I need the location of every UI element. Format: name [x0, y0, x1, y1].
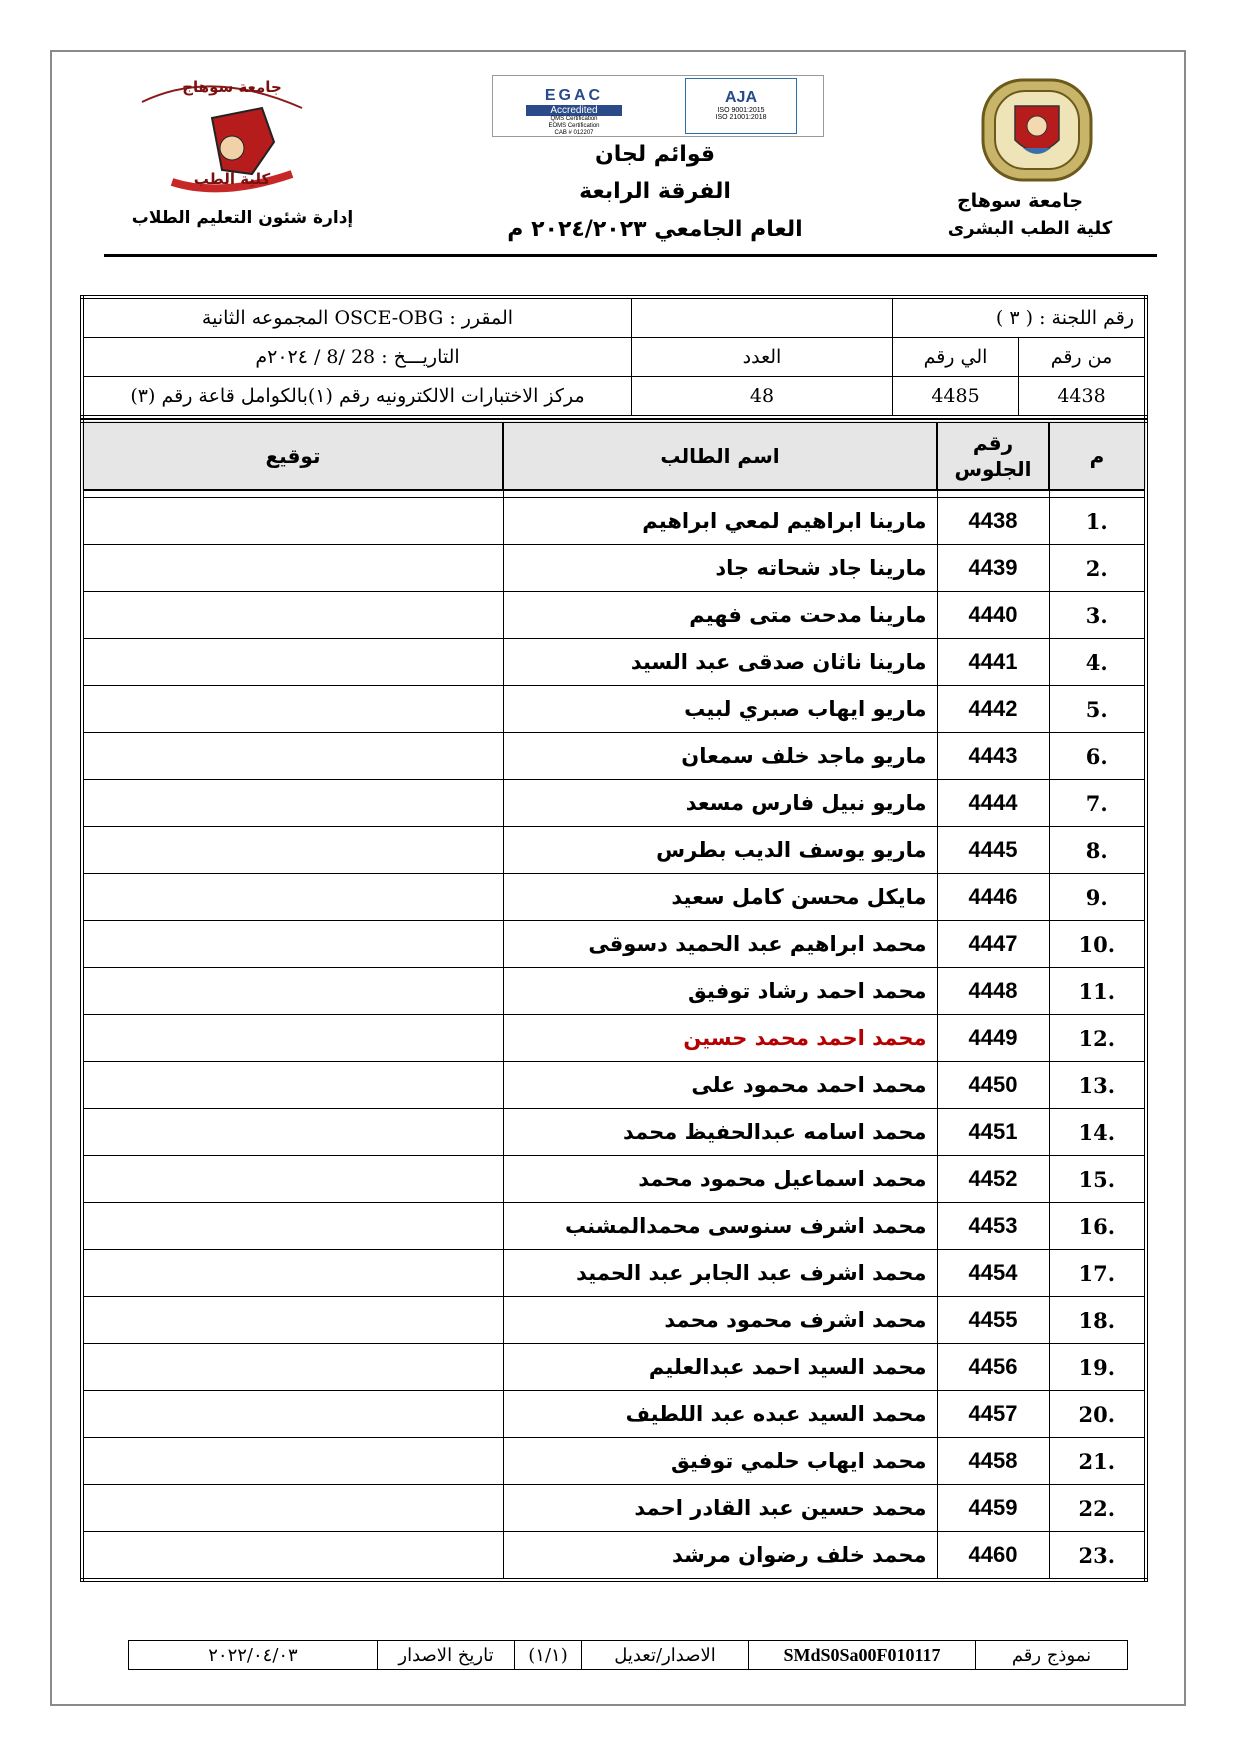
- row-student-name: محمد حسين عبد القادر احمد: [503, 1485, 937, 1532]
- row-student-name: ماريو نبيل فارس مسعد: [503, 780, 937, 827]
- from-label: من رقم: [1019, 338, 1147, 377]
- table-row: [82, 1438, 1146, 1485]
- students-table: [80, 419, 1148, 1582]
- row-seat-number: 4440: [937, 592, 1049, 639]
- row-seat-number: 4460: [937, 1532, 1049, 1581]
- row-index: .7: [1049, 780, 1146, 827]
- table-row: [82, 1297, 1146, 1344]
- table-row: [82, 1109, 1146, 1156]
- egac-line-1: QMS Certification: [550, 116, 598, 122]
- row-seat-number: 4459: [937, 1485, 1049, 1532]
- table-row: [82, 686, 1146, 733]
- row-signature[interactable]: [82, 639, 503, 686]
- row-signature[interactable]: [82, 1156, 503, 1203]
- gap-cell: [937, 490, 1049, 498]
- row-signature[interactable]: [82, 686, 503, 733]
- row-seat-number: 4444: [937, 780, 1049, 827]
- university-seal-logo: [975, 76, 1099, 184]
- col-seat: رقم الجلوس: [937, 421, 1049, 490]
- table-row: [82, 639, 1146, 686]
- row-index: .21: [1049, 1438, 1146, 1485]
- row-index: .8: [1049, 827, 1146, 874]
- table-row: [82, 874, 1146, 921]
- row-signature[interactable]: [82, 1015, 503, 1062]
- row-index: .18: [1049, 1297, 1146, 1344]
- row-seat-number: 4455: [937, 1297, 1049, 1344]
- row-student-name: محمد السيد عبده عبد اللطيف: [503, 1391, 937, 1438]
- row-seat-number: 4449: [937, 1015, 1049, 1062]
- table-row: [82, 1062, 1146, 1109]
- row-index: .10: [1049, 921, 1146, 968]
- row-seat-number: 4457: [937, 1391, 1049, 1438]
- accreditation-logos: [492, 75, 824, 137]
- row-index: .14: [1049, 1109, 1146, 1156]
- to-label: الي رقم: [893, 338, 1019, 377]
- committee-blank: [632, 297, 893, 338]
- right-faculty-name: كلية الطب البشرى: [947, 218, 1113, 239]
- row-index: .9: [1049, 874, 1146, 921]
- course-label: المقرر : OSCE-OBG المجموعه الثانية: [82, 297, 632, 338]
- gap-cell: [1049, 490, 1146, 498]
- version-label: الاصدار/تعديل: [582, 1641, 749, 1670]
- row-student-name: محمد احمد رشاد توفيق: [503, 968, 937, 1015]
- to-value: 4485: [893, 377, 1019, 418]
- table-gap-row: [82, 490, 1146, 498]
- row-index: .17: [1049, 1250, 1146, 1297]
- row-student-name: مارينا جاد شحاته جاد: [503, 545, 937, 592]
- row-student-name: مارينا ناثان صدقى عبد السيد: [503, 639, 937, 686]
- egac-line-2: EOMS Certification: [548, 123, 600, 129]
- row-index: .15: [1049, 1156, 1146, 1203]
- committee-info-table: [80, 295, 1148, 419]
- row-index: .11: [1049, 968, 1146, 1015]
- row-signature[interactable]: [82, 780, 503, 827]
- committee-number: رقم اللجنة : ( ٣ ): [893, 297, 1147, 338]
- row-seat-number: 4443: [937, 733, 1049, 780]
- row-seat-number: 4453: [937, 1203, 1049, 1250]
- row-index: .3: [1049, 592, 1146, 639]
- row-index: .19: [1049, 1344, 1146, 1391]
- row-signature[interactable]: [82, 1062, 503, 1109]
- row-signature[interactable]: [82, 1391, 503, 1438]
- row-seat-number: 4442: [937, 686, 1049, 733]
- table-row: [82, 1344, 1146, 1391]
- table-row: [82, 498, 1146, 545]
- egac-logo: [499, 79, 649, 136]
- issue-date-value: ٢٠٢٢/٠٤/٠٣: [129, 1641, 378, 1670]
- logo-text-bottom: كلية الطب: [193, 170, 271, 188]
- row-student-name: محمد اشرف سنوسى محمدالمشنب: [503, 1203, 937, 1250]
- row-index: .22: [1049, 1485, 1146, 1532]
- row-seat-number: 4456: [937, 1344, 1049, 1391]
- row-seat-number: 4446: [937, 874, 1049, 921]
- row-signature[interactable]: [82, 827, 503, 874]
- row-student-name: محمد السيد احمد عبدالعليم: [503, 1344, 937, 1391]
- col-signature: توقيع: [82, 421, 503, 490]
- location: مركز الاختبارات الالكترونيه رقم (١)بالكوامل قاعة رقم (٣): [82, 377, 632, 418]
- table-row: [82, 733, 1146, 780]
- row-seat-number: 4450: [937, 1062, 1049, 1109]
- row-index: .2: [1049, 545, 1146, 592]
- row-signature[interactable]: [82, 1438, 503, 1485]
- row-student-name: محمد اسماعيل محمود محمد: [503, 1156, 937, 1203]
- egac-line-3: CAB # 012207: [554, 130, 594, 136]
- table-row: [82, 1015, 1146, 1062]
- row-student-name: محمد احمد محمود على: [503, 1062, 937, 1109]
- form-label: نموذج رقم: [976, 1641, 1128, 1670]
- row-signature[interactable]: [82, 1250, 503, 1297]
- row-signature[interactable]: [82, 921, 503, 968]
- row-student-name: ماريو يوسف الديب بطرس: [503, 827, 937, 874]
- form-code: SMdS0Sa00F010117: [749, 1641, 976, 1670]
- issue-date-label: تاريخ الاصدار: [378, 1641, 515, 1670]
- table-row: [82, 1203, 1146, 1250]
- table-row: [82, 921, 1146, 968]
- table-row: [82, 592, 1146, 639]
- count-label: العدد: [632, 338, 893, 377]
- row-signature[interactable]: [82, 1485, 503, 1532]
- row-student-name: محمد ايهاب حلمي توفيق: [503, 1438, 937, 1485]
- row-seat-number: 4448: [937, 968, 1049, 1015]
- row-index: .6: [1049, 733, 1146, 780]
- row-signature[interactable]: [82, 592, 503, 639]
- row-signature[interactable]: [82, 1109, 503, 1156]
- row-seat-number: 4438: [937, 498, 1049, 545]
- row-signature[interactable]: [82, 545, 503, 592]
- row-index: .13: [1049, 1062, 1146, 1109]
- row-student-name: محمد اسامه عبدالحفيظ محمد: [503, 1109, 937, 1156]
- year-group: الفرقة الرابعة: [579, 179, 731, 204]
- logo-text-top: جامعة سوهاج: [182, 78, 282, 96]
- row-index: .5: [1049, 686, 1146, 733]
- egac-title: EGAC: [544, 87, 604, 104]
- row-student-name: مارينا مدحت متى فهيم: [503, 592, 937, 639]
- table-row: [82, 545, 1146, 592]
- row-student-name: محمد احمد محمد حسين: [503, 1015, 937, 1062]
- count-value: 48: [632, 377, 893, 418]
- table-row: [82, 1156, 1146, 1203]
- col-name: اسم الطالب: [503, 421, 937, 490]
- table-row: [82, 1532, 1146, 1581]
- egac-accredited: Accredited: [526, 105, 622, 116]
- from-value: 4438: [1019, 377, 1147, 418]
- version-value: (١/١): [515, 1641, 582, 1670]
- header-separator: [104, 254, 1157, 257]
- form-footer: [128, 1640, 1128, 1670]
- row-seat-number: 4452: [937, 1156, 1049, 1203]
- department-name: إدارة شئون التعليم الطلاب: [131, 208, 354, 228]
- row-signature[interactable]: [82, 1344, 503, 1391]
- date-label: التاريـــخ : 28 /8 / ٢٠٢٤م: [82, 338, 632, 377]
- row-student-name: مايكل محسن كامل سعيد: [503, 874, 937, 921]
- row-signature[interactable]: [82, 498, 503, 545]
- aja-line-1: ISO 9001:2015: [717, 107, 765, 114]
- aja-title: AJA: [724, 89, 757, 106]
- faculty-medicine-logo: [112, 78, 312, 196]
- row-seat-number: 4439: [937, 545, 1049, 592]
- table-row: [82, 827, 1146, 874]
- table-row: [82, 1391, 1146, 1438]
- aja-line-2: ISO 21001:2018: [715, 114, 767, 121]
- row-index: .4: [1049, 639, 1146, 686]
- gap-cell: [82, 490, 503, 498]
- right-university-name: جامعة سوهاج: [956, 190, 1084, 212]
- row-student-name: محمد اشرف محمود محمد: [503, 1297, 937, 1344]
- row-student-name: محمد اشرف عبد الجابر عبد الحميد: [503, 1250, 937, 1297]
- row-signature[interactable]: [82, 1532, 503, 1581]
- row-index: .12: [1049, 1015, 1146, 1062]
- row-student-name: ماريو ماجد خلف سمعان: [503, 733, 937, 780]
- table-row: [82, 780, 1146, 827]
- aja-logo: [685, 78, 797, 134]
- row-student-name: مارينا ابراهيم لمعي ابراهيم: [503, 498, 937, 545]
- row-seat-number: 4454: [937, 1250, 1049, 1297]
- row-signature[interactable]: [82, 1297, 503, 1344]
- row-seat-number: 4451: [937, 1109, 1049, 1156]
- table-row: [82, 1250, 1146, 1297]
- table-row: [82, 1485, 1146, 1532]
- row-student-name: ماريو ايهاب صبري لبيب: [503, 686, 937, 733]
- row-seat-number: 4441: [937, 639, 1049, 686]
- row-index: .1: [1049, 498, 1146, 545]
- row-seat-number: 4445: [937, 827, 1049, 874]
- document-title: قوائم لجان: [594, 142, 716, 167]
- row-signature[interactable]: [82, 733, 503, 780]
- row-signature[interactable]: [82, 968, 503, 1015]
- row-seat-number: 4447: [937, 921, 1049, 968]
- row-index: .16: [1049, 1203, 1146, 1250]
- academic-year: العام الجامعي ٢٠٢٤/٢٠٢٣ م: [507, 217, 803, 242]
- col-index: م: [1049, 421, 1146, 490]
- table-row: [82, 968, 1146, 1015]
- gap-cell: [503, 490, 937, 498]
- row-student-name: محمد خلف رضوان مرشد: [503, 1532, 937, 1581]
- row-signature[interactable]: [82, 874, 503, 921]
- row-index: .23: [1049, 1532, 1146, 1581]
- row-seat-number: 4458: [937, 1438, 1049, 1485]
- row-signature[interactable]: [82, 1203, 503, 1250]
- row-student-name: محمد ابراهيم عبد الحميد دسوقى: [503, 921, 937, 968]
- row-index: .20: [1049, 1391, 1146, 1438]
